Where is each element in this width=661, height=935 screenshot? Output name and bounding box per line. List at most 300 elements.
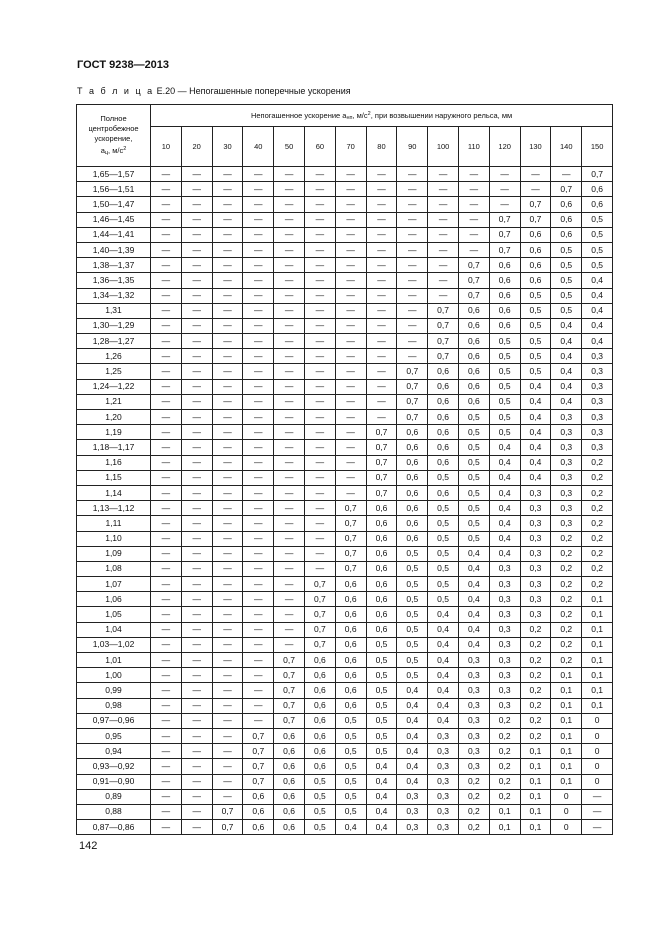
table-cell: 0,5 bbox=[458, 455, 489, 470]
row-label: 1,46—1,45 bbox=[77, 212, 151, 227]
table-cell: — bbox=[212, 698, 243, 713]
table-cell: — bbox=[151, 167, 182, 182]
table-cell: — bbox=[243, 364, 274, 379]
table-cell: — bbox=[304, 546, 335, 561]
table-cell: 0,1 bbox=[551, 698, 582, 713]
table-cell: — bbox=[181, 789, 212, 804]
table-cell: 0,2 bbox=[582, 531, 613, 546]
row-header-cell: Полное центробежное ускорение, $a_ц$, $м/с^2$ bbox=[77, 105, 151, 167]
table-cell: 0,2 bbox=[551, 592, 582, 607]
table-cell: — bbox=[304, 470, 335, 485]
table-cell: 0,6 bbox=[458, 394, 489, 409]
table-cell: — bbox=[181, 212, 212, 227]
row-label: 0,99 bbox=[77, 683, 151, 698]
table-cell: — bbox=[243, 258, 274, 273]
table-cell: 0,5 bbox=[304, 820, 335, 835]
table-cell: 0,3 bbox=[582, 425, 613, 440]
table-cell: 0,3 bbox=[489, 592, 520, 607]
table-cell: — bbox=[335, 394, 366, 409]
table-cell: — bbox=[243, 288, 274, 303]
table-row bbox=[77, 531, 613, 546]
table-cell: 0,6 bbox=[397, 501, 428, 516]
table-cell: — bbox=[243, 653, 274, 668]
column-header: 70 bbox=[335, 127, 366, 167]
table-cell: — bbox=[582, 804, 613, 819]
table-cell: 0,5 bbox=[428, 561, 459, 576]
row-label: 1,50—1,47 bbox=[77, 197, 151, 212]
table-cell: — bbox=[243, 334, 274, 349]
table-cell: 0,7 bbox=[243, 728, 274, 743]
table-cell: — bbox=[212, 607, 243, 622]
table-cell: 0,5 bbox=[458, 516, 489, 531]
table-cell: — bbox=[181, 592, 212, 607]
table-cell: 0,2 bbox=[520, 622, 551, 637]
table-cell: 0,7 bbox=[458, 273, 489, 288]
table-cell: 0,3 bbox=[489, 622, 520, 637]
table-cell: 0,7 bbox=[335, 501, 366, 516]
column-header: 60 bbox=[304, 127, 335, 167]
table-cell: — bbox=[335, 379, 366, 394]
table-cell: 0,5 bbox=[489, 425, 520, 440]
table-cell: 0,7 bbox=[274, 698, 305, 713]
table-cell: 0,1 bbox=[551, 683, 582, 698]
table-cell: 0,7 bbox=[304, 637, 335, 652]
table-cell: 0,6 bbox=[366, 561, 397, 576]
table-row bbox=[77, 592, 613, 607]
row-label: 0,87—0,86 bbox=[77, 820, 151, 835]
row-label: 1,11 bbox=[77, 516, 151, 531]
table-cell: — bbox=[212, 349, 243, 364]
table-cell: 0,6 bbox=[366, 546, 397, 561]
table-cell: 0,3 bbox=[458, 728, 489, 743]
table-cell: 0,4 bbox=[458, 561, 489, 576]
page-number: 142 bbox=[79, 840, 98, 852]
table-cell: 0,5 bbox=[551, 242, 582, 257]
table-cell: — bbox=[212, 318, 243, 333]
column-header: 120 bbox=[489, 127, 520, 167]
table-cell: 0,1 bbox=[582, 637, 613, 652]
table-cell: 0,7 bbox=[335, 546, 366, 561]
table-cell: 0,5 bbox=[458, 501, 489, 516]
table-cell: 0,5 bbox=[335, 759, 366, 774]
table-cell: 0,3 bbox=[458, 653, 489, 668]
table-cell: 0 bbox=[582, 759, 613, 774]
table-cell: 0,2 bbox=[520, 668, 551, 683]
table-cell: 0,6 bbox=[335, 683, 366, 698]
table-cell: — bbox=[458, 197, 489, 212]
row-label: 1,16 bbox=[77, 455, 151, 470]
table-cell: — bbox=[304, 303, 335, 318]
table-cell: 0,7 bbox=[274, 713, 305, 728]
row-label: 1,18—1,17 bbox=[77, 440, 151, 455]
table-cell: — bbox=[181, 364, 212, 379]
table-cell: 0,6 bbox=[551, 197, 582, 212]
table-cell: — bbox=[366, 394, 397, 409]
table-cell: — bbox=[274, 349, 305, 364]
table-cell: — bbox=[366, 212, 397, 227]
table-cell: 0,4 bbox=[458, 607, 489, 622]
table-cell: 0,4 bbox=[582, 318, 613, 333]
row-label: 1,28—1,27 bbox=[77, 334, 151, 349]
row-label: 1,40—1,39 bbox=[77, 242, 151, 257]
table-cell: 0,2 bbox=[551, 531, 582, 546]
table-cell: — bbox=[151, 334, 182, 349]
table-cell: — bbox=[151, 622, 182, 637]
table-cell: 0,5 bbox=[428, 577, 459, 592]
table-cell: — bbox=[304, 258, 335, 273]
table-cell: 0,5 bbox=[397, 668, 428, 683]
row-label: 1,25 bbox=[77, 364, 151, 379]
table-cell: — bbox=[243, 212, 274, 227]
table-row bbox=[77, 713, 613, 728]
table-cell: 0,6 bbox=[551, 212, 582, 227]
table-cell: — bbox=[243, 683, 274, 698]
table-cell: — bbox=[397, 197, 428, 212]
table-cell: 0,5 bbox=[489, 364, 520, 379]
table-cell: — bbox=[397, 318, 428, 333]
table-cell: 0,3 bbox=[428, 728, 459, 743]
table-cell: 0,1 bbox=[551, 774, 582, 789]
table-cell: 0,7 bbox=[458, 258, 489, 273]
table-cell: — bbox=[304, 242, 335, 257]
table-cell: — bbox=[151, 227, 182, 242]
table-cell: 0,5 bbox=[489, 349, 520, 364]
table-caption-text: Е.20 — Непогашенные поперечные ускорения bbox=[156, 86, 351, 96]
table-cell: 0,4 bbox=[428, 653, 459, 668]
table-cell: 0,5 bbox=[551, 303, 582, 318]
table-cell: 0,6 bbox=[520, 258, 551, 273]
table-cell: 0,5 bbox=[520, 349, 551, 364]
table-cell: 0,1 bbox=[520, 820, 551, 835]
table-cell: — bbox=[243, 273, 274, 288]
table-cell: 0,6 bbox=[304, 713, 335, 728]
table-cell: — bbox=[181, 774, 212, 789]
table-cell: 0 bbox=[551, 789, 582, 804]
table-cell: 0,2 bbox=[551, 607, 582, 622]
table-cell: 0,6 bbox=[489, 288, 520, 303]
table-cell: 0,2 bbox=[582, 577, 613, 592]
table-cell: 0,7 bbox=[304, 577, 335, 592]
table-cell: 0,6 bbox=[520, 273, 551, 288]
table-cell: — bbox=[274, 242, 305, 257]
table-cell: — bbox=[366, 167, 397, 182]
table-cell: 0,3 bbox=[489, 561, 520, 576]
table-cell: 0,6 bbox=[304, 728, 335, 743]
table-cell: — bbox=[335, 242, 366, 257]
table-cell: — bbox=[243, 455, 274, 470]
row-label: 1,08 bbox=[77, 561, 151, 576]
table-cell: — bbox=[489, 167, 520, 182]
table-row bbox=[77, 303, 613, 318]
table-cell: 0,5 bbox=[458, 410, 489, 425]
table-cell: 0,3 bbox=[489, 607, 520, 622]
table-cell: 0,6 bbox=[551, 227, 582, 242]
table-cell: — bbox=[397, 258, 428, 273]
table-cell: 0,5 bbox=[366, 683, 397, 698]
table-cell: — bbox=[397, 212, 428, 227]
table-cell: 0,3 bbox=[520, 485, 551, 500]
table-cell: — bbox=[151, 349, 182, 364]
table-cell: — bbox=[304, 288, 335, 303]
table-cell: 0,3 bbox=[582, 440, 613, 455]
table-cell: 0,2 bbox=[582, 501, 613, 516]
table-cell: 0,5 bbox=[582, 212, 613, 227]
table-cell: 0,6 bbox=[274, 744, 305, 759]
table-cell: 0,7 bbox=[489, 242, 520, 257]
table-cell: — bbox=[181, 182, 212, 197]
table-cell: 0,5 bbox=[366, 713, 397, 728]
table-cell: — bbox=[304, 349, 335, 364]
table-cell: 0,5 bbox=[582, 227, 613, 242]
table-cell: 0,7 bbox=[274, 683, 305, 698]
table-cell: 0,4 bbox=[520, 455, 551, 470]
table-cell: — bbox=[274, 501, 305, 516]
table-row bbox=[77, 637, 613, 652]
table-cell: — bbox=[151, 258, 182, 273]
table-row bbox=[77, 774, 613, 789]
table-cell: 0,5 bbox=[458, 425, 489, 440]
table-cell: — bbox=[181, 394, 212, 409]
table-cell: — bbox=[181, 637, 212, 652]
table-cell: — bbox=[428, 227, 459, 242]
table-cell: 0,6 bbox=[274, 789, 305, 804]
table-cell: — bbox=[243, 410, 274, 425]
table-cell: — bbox=[366, 303, 397, 318]
table-cell: — bbox=[366, 334, 397, 349]
table-cell: 0,1 bbox=[582, 622, 613, 637]
table-cell: — bbox=[212, 789, 243, 804]
table-cell: 0,5 bbox=[366, 637, 397, 652]
table-cell: 0,7 bbox=[366, 440, 397, 455]
row-label: 1,01 bbox=[77, 653, 151, 668]
table-cell: — bbox=[366, 318, 397, 333]
table-cell: 0,1 bbox=[582, 668, 613, 683]
table-cell: 0,3 bbox=[520, 561, 551, 576]
column-header: 150 bbox=[582, 127, 613, 167]
table-row bbox=[77, 167, 613, 182]
table-cell: — bbox=[212, 637, 243, 652]
table-cell: 0,1 bbox=[520, 804, 551, 819]
table-cell: 0,3 bbox=[458, 698, 489, 713]
table-cell: 0,3 bbox=[489, 668, 520, 683]
table-cell: — bbox=[428, 212, 459, 227]
table-cell: — bbox=[151, 455, 182, 470]
row-label: 1,15 bbox=[77, 470, 151, 485]
table-cell: — bbox=[243, 698, 274, 713]
table-cell: 0,2 bbox=[489, 713, 520, 728]
table-cell: 0,4 bbox=[366, 774, 397, 789]
table-cell: 0,4 bbox=[520, 379, 551, 394]
table-cell: — bbox=[151, 182, 182, 197]
row-label: 1,65—1,57 bbox=[77, 167, 151, 182]
table-cell: 0,7 bbox=[397, 394, 428, 409]
table-cell: 0,5 bbox=[335, 728, 366, 743]
table-cell: — bbox=[212, 379, 243, 394]
table-cell: — bbox=[428, 242, 459, 257]
row-label: 1,05 bbox=[77, 607, 151, 622]
table-cell: — bbox=[243, 592, 274, 607]
table-cell: — bbox=[212, 561, 243, 576]
table-cell: — bbox=[304, 182, 335, 197]
table-cell: 0,5 bbox=[489, 410, 520, 425]
table-cell: 0,1 bbox=[489, 804, 520, 819]
table-cell: 0,6 bbox=[335, 592, 366, 607]
table-cell: — bbox=[551, 167, 582, 182]
table-cell: 0,7 bbox=[274, 668, 305, 683]
table-cell: 0,4 bbox=[582, 303, 613, 318]
table-cell: 0,6 bbox=[243, 789, 274, 804]
table-cell: 0,6 bbox=[428, 425, 459, 440]
table-cell: — bbox=[243, 167, 274, 182]
table-cell: — bbox=[366, 197, 397, 212]
table-cell: — bbox=[243, 531, 274, 546]
table-cell: — bbox=[181, 167, 212, 182]
table-row bbox=[77, 653, 613, 668]
row-label: 0,97—0,96 bbox=[77, 713, 151, 728]
table-cell: 0,6 bbox=[489, 318, 520, 333]
table-cell: 0,5 bbox=[366, 728, 397, 743]
table-cell: — bbox=[274, 227, 305, 242]
table-cell: — bbox=[243, 197, 274, 212]
table-cell: — bbox=[243, 318, 274, 333]
table-cell: 0,2 bbox=[520, 713, 551, 728]
table-cell: 0,6 bbox=[304, 744, 335, 759]
table-cell: 0,4 bbox=[520, 470, 551, 485]
table-cell: 0,5 bbox=[458, 470, 489, 485]
table-cell: — bbox=[212, 455, 243, 470]
table-cell: 0,7 bbox=[458, 288, 489, 303]
table-cell: 0,2 bbox=[489, 759, 520, 774]
table-cell: — bbox=[181, 410, 212, 425]
table-cell: — bbox=[181, 804, 212, 819]
table-cell: 0,4 bbox=[366, 820, 397, 835]
table-cell: — bbox=[428, 167, 459, 182]
table-cell: 0,1 bbox=[582, 653, 613, 668]
table-row bbox=[77, 197, 613, 212]
table-row bbox=[77, 485, 613, 500]
row-label: 1,34—1,32 bbox=[77, 288, 151, 303]
table-cell: 0,5 bbox=[428, 531, 459, 546]
table-cell: 0,4 bbox=[397, 683, 428, 698]
table-cell: 0,3 bbox=[428, 774, 459, 789]
table-cell: — bbox=[243, 485, 274, 500]
row-label: 0,98 bbox=[77, 698, 151, 713]
table-cell: 0,6 bbox=[335, 607, 366, 622]
table-cell: 0,2 bbox=[551, 653, 582, 668]
table-cell: 0,6 bbox=[366, 531, 397, 546]
table-cell: — bbox=[151, 759, 182, 774]
table-cell: — bbox=[212, 197, 243, 212]
table-cell: — bbox=[181, 501, 212, 516]
table-cell: — bbox=[212, 774, 243, 789]
table-cell: — bbox=[304, 394, 335, 409]
column-header: 50 bbox=[274, 127, 305, 167]
table-cell: — bbox=[181, 698, 212, 713]
row-label: 1,04 bbox=[77, 622, 151, 637]
table-cell: — bbox=[274, 516, 305, 531]
table-row bbox=[77, 425, 613, 440]
acceleration-table bbox=[76, 104, 613, 835]
table-row bbox=[77, 820, 613, 835]
table-cell: 0,3 bbox=[520, 592, 551, 607]
table-cell: 0 bbox=[582, 774, 613, 789]
table-cell: — bbox=[151, 804, 182, 819]
row-label: 1,21 bbox=[77, 394, 151, 409]
table-cell: — bbox=[274, 561, 305, 576]
table-cell: — bbox=[181, 470, 212, 485]
table-cell: 0,2 bbox=[551, 561, 582, 576]
table-cell: — bbox=[243, 349, 274, 364]
table-cell: 0,5 bbox=[582, 242, 613, 257]
row-label: 1,14 bbox=[77, 485, 151, 500]
table-cell: — bbox=[212, 410, 243, 425]
table-cell: 0,6 bbox=[520, 227, 551, 242]
table-cell: — bbox=[151, 470, 182, 485]
table-cell: — bbox=[151, 273, 182, 288]
table-cell: 0,1 bbox=[551, 744, 582, 759]
table-cell: 0,6 bbox=[397, 440, 428, 455]
table-cell: — bbox=[397, 334, 428, 349]
table-cell: 0,7 bbox=[366, 470, 397, 485]
table-cell: 0,2 bbox=[551, 577, 582, 592]
row-label: 1,07 bbox=[77, 577, 151, 592]
table-cell: 0,3 bbox=[520, 531, 551, 546]
table-cell: 0,6 bbox=[489, 303, 520, 318]
table-cell: 0,3 bbox=[520, 577, 551, 592]
table-cell: 0,3 bbox=[397, 820, 428, 835]
table-cell: 0,6 bbox=[428, 379, 459, 394]
table-cell: 0,7 bbox=[520, 197, 551, 212]
table-cell: — bbox=[212, 440, 243, 455]
table-cell: — bbox=[181, 288, 212, 303]
table-cell: 0,6 bbox=[428, 485, 459, 500]
table-cell: 0,3 bbox=[458, 759, 489, 774]
table-cell: 0,2 bbox=[489, 728, 520, 743]
table-row bbox=[77, 516, 613, 531]
column-header: 100 bbox=[428, 127, 459, 167]
table-cell: 0,1 bbox=[520, 759, 551, 774]
table-cell: — bbox=[151, 531, 182, 546]
table-cell: 0,4 bbox=[489, 516, 520, 531]
table-cell: — bbox=[212, 668, 243, 683]
table-cell: — bbox=[212, 394, 243, 409]
row-label: 1,06 bbox=[77, 592, 151, 607]
table-cell: — bbox=[181, 728, 212, 743]
table-cell: — bbox=[304, 197, 335, 212]
table-cell: — bbox=[458, 167, 489, 182]
table-cell: 0,3 bbox=[428, 759, 459, 774]
table-cell: 0 bbox=[551, 820, 582, 835]
table-cell: 0,4 bbox=[428, 668, 459, 683]
table-cell: 0,1 bbox=[520, 789, 551, 804]
table-cell: — bbox=[335, 364, 366, 379]
table-caption bbox=[77, 86, 351, 96]
table-cell: — bbox=[243, 303, 274, 318]
table-cell: 0,7 bbox=[366, 485, 397, 500]
table-cell: 0,6 bbox=[397, 425, 428, 440]
table-cell: — bbox=[212, 364, 243, 379]
column-header: 140 bbox=[551, 127, 582, 167]
table-cell: — bbox=[151, 379, 182, 394]
table-row bbox=[77, 744, 613, 759]
table-cell: 0,2 bbox=[551, 546, 582, 561]
table-cell: 0,3 bbox=[551, 440, 582, 455]
table-cell: 0,7 bbox=[243, 744, 274, 759]
table-cell: 0,6 bbox=[428, 410, 459, 425]
table-cell: — bbox=[274, 425, 305, 440]
table-cell: 0,4 bbox=[551, 394, 582, 409]
table-cell: 0,5 bbox=[335, 713, 366, 728]
